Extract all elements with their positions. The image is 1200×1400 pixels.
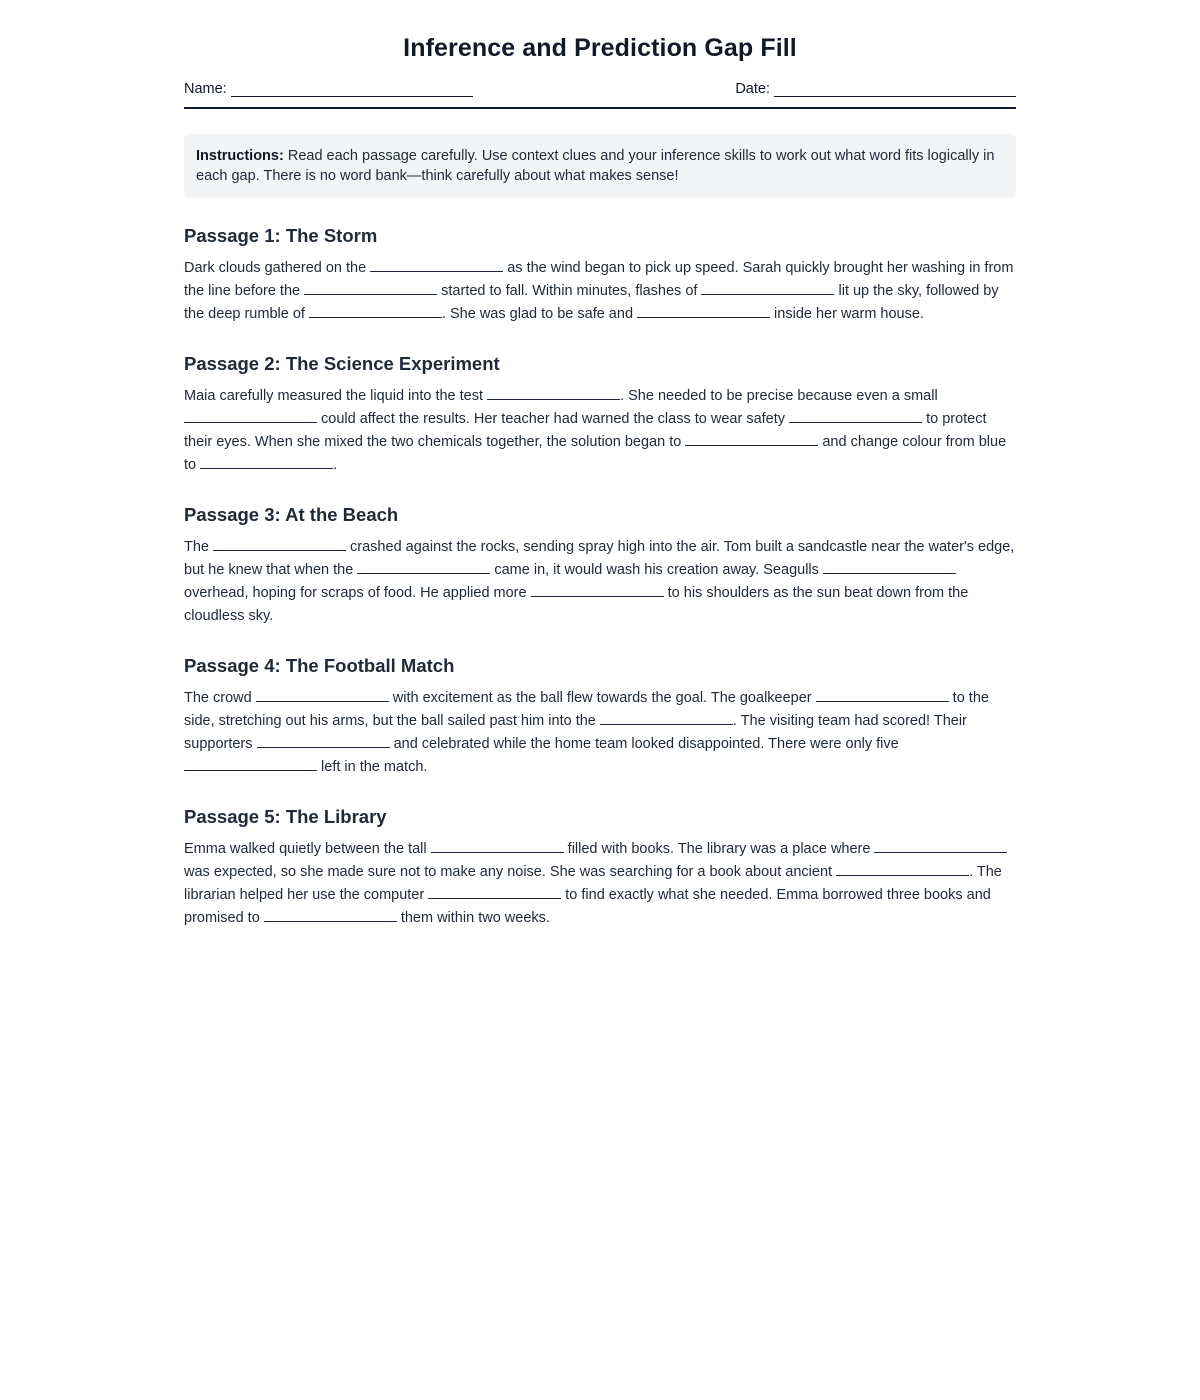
passage-section (184, 225, 1016, 326)
passage-text-segment: Dark clouds gathered on the (184, 260, 371, 276)
answer-gap[interactable] (213, 536, 346, 551)
passage-text-segment: could affect the results. Her teacher had warned the class to wear safety (317, 411, 790, 427)
answer-gap[interactable] (701, 280, 834, 295)
answer-gap[interactable] (685, 431, 818, 446)
passage-heading: Passage 1: The Storm (184, 225, 378, 246)
passage-text-segment: inside her warm house. (770, 306, 924, 322)
passage-text-segment: as the wind began to pick up speed. Sarah quickly brought her washing in from the line before the (184, 260, 1014, 299)
passage-text-segment: them within two weeks. (396, 910, 550, 926)
name-field (184, 81, 473, 97)
passage-text (184, 385, 1016, 477)
passage-text-segment: to the side, stretching out his arms, but the ball sailed past him into the (184, 690, 989, 729)
passage-section (184, 353, 1016, 477)
answer-gap[interactable] (264, 907, 397, 922)
answer-gap[interactable] (370, 257, 503, 272)
passage-text (184, 687, 1016, 779)
answer-gap[interactable] (823, 559, 956, 574)
passage-heading: Passage 2: The Science Experiment (184, 353, 500, 374)
passage-text-segment: Emma walked quietly between the tall (184, 841, 431, 857)
passage-text-segment: . She was glad to be safe and (441, 306, 638, 322)
worksheet-page (184, 0, 1016, 930)
passage-heading: Passage 5: The Library (184, 806, 387, 827)
answer-gap[interactable] (304, 280, 437, 295)
date-blank-line[interactable] (774, 81, 1016, 97)
name-label: Name: (184, 81, 227, 97)
passage-section (184, 504, 1016, 628)
instructions-label: Instructions: (196, 148, 284, 164)
answer-gap[interactable] (428, 884, 561, 899)
passage-text-segment: came in, it would wash his creation away. Seagulls (490, 562, 823, 578)
answer-gap[interactable] (309, 303, 442, 318)
answer-gap[interactable] (487, 385, 620, 400)
passage-text-segment: with excitement as the ball flew towards the goal. The goalkeeper (388, 690, 816, 706)
passage-text-segment: The (184, 539, 214, 555)
answer-gap[interactable] (637, 303, 770, 318)
passage-text-segment: to find exactly what she needed. Emma borrowed three books and promised to (184, 887, 991, 926)
passage-text-segment: to protect their eyes. When she mixed the two chemicals together, the solution began to (184, 411, 987, 450)
passage-text-segment: started to fall. Within minutes, flashes of (437, 283, 702, 299)
passage-section (184, 806, 1016, 930)
passage-text-segment: overhead, hoping for scraps of food. He applied more (184, 585, 531, 601)
page-title: Inference and Prediction Gap Fill (403, 34, 797, 62)
passage-text-segment: filled with books. The library was a place where (563, 841, 875, 857)
passage-text-segment: and change colour from blue to (184, 434, 1007, 473)
answer-gap[interactable] (789, 408, 922, 423)
passage-text (184, 257, 1016, 326)
instructions-text: Read each passage carefully. Use context clues and your inference skills to work out what word fits logically in each gap. There is no word bank—think carefully about what makes sense! (196, 148, 995, 184)
name-blank-line[interactable] (231, 81, 473, 97)
passage-text-segment: . The librarian helped her use the computer (184, 864, 1002, 903)
answer-gap[interactable] (184, 756, 317, 771)
passage-text-segment: and celebrated while the home team looked disappointed. There were only five (389, 736, 899, 752)
date-field (735, 81, 1016, 97)
passage-text-segment: crashed against the rocks, sending spray high into the air. Tom built a sandcastle near the water's edge, but he knew that when the (184, 539, 1015, 578)
passage-text-segment: . The visiting team had scored! Their supporters (184, 713, 967, 752)
passage-text-segment: . (333, 457, 338, 473)
passage-text-segment: The crowd (184, 690, 256, 706)
passage-heading: Passage 3: At the Beach (184, 504, 399, 525)
answer-gap[interactable] (836, 861, 969, 876)
instructions-box (184, 134, 1016, 198)
passage-section (184, 655, 1016, 779)
answer-gap[interactable] (257, 733, 390, 748)
passages-list (184, 225, 1016, 930)
answer-gap[interactable] (816, 687, 949, 702)
answer-gap[interactable] (357, 559, 490, 574)
answer-gap[interactable] (200, 454, 333, 469)
passage-text-segment: lit up the sky, followed by the deep rumble of (184, 283, 999, 322)
passage-heading: Passage 4: The Football Match (184, 655, 455, 676)
passage-text-segment: to his shoulders as the sun beat down from the cloudless sky. (184, 585, 969, 624)
passage-text-segment: left in the match. (317, 759, 428, 775)
date-label: Date: (735, 81, 770, 97)
passage-text (184, 838, 1016, 930)
passage-text-segment: Maia carefully measured the liquid into the test (184, 388, 488, 404)
name-date-row (184, 81, 1016, 109)
passage-text-segment: was expected, so she made sure not to make any noise. She was searching for a book about ancient (184, 864, 837, 880)
passage-text (184, 536, 1016, 628)
answer-gap[interactable] (256, 687, 389, 702)
answer-gap[interactable] (531, 582, 664, 597)
answer-gap[interactable] (431, 838, 564, 853)
passage-text-segment: . She needed to be precise because even a small (620, 388, 938, 404)
answer-gap[interactable] (184, 408, 317, 423)
answer-gap[interactable] (600, 710, 733, 725)
answer-gap[interactable] (874, 838, 1007, 853)
